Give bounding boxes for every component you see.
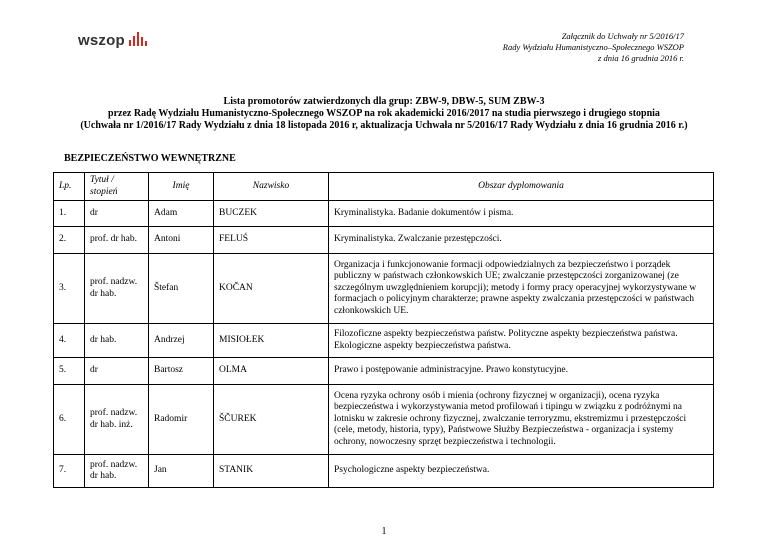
wszop-logo [78, 32, 147, 48]
page-number: 1 [381, 526, 387, 537]
cell-lp: 5. [54, 358, 85, 385]
table-row [54, 201, 714, 227]
cell-first-name: Radomir [149, 385, 214, 455]
cell-title: dr hab. [85, 324, 149, 358]
document-title [40, 96, 728, 132]
cell-title: prof. dr hab. [85, 227, 149, 254]
cell-lp: 3. [54, 254, 85, 324]
table-row [54, 385, 714, 455]
table-row [54, 227, 714, 254]
note-line: Rady Wydziału Humanistyczno–Społecznego WSZOP [502, 42, 684, 52]
cell-area: Prawo i postępowanie administracyjne. Prawo konstytucyjne. [329, 358, 714, 385]
cell-last-name: BUCZEK [214, 201, 329, 227]
cell-first-name: Bartosz [149, 358, 214, 385]
cell-area: Kryminalistyka. Zwalczanie przestępczości. [329, 227, 714, 254]
cell-title: dr [85, 358, 149, 385]
header-area: Obszar dyplomowania [329, 173, 714, 201]
note-line: z dnia 16 grudnia 2016 r. [598, 53, 684, 63]
header-title: Tytuł / stopień [85, 173, 149, 201]
cell-first-name: Štefan [149, 254, 214, 324]
cell-title: prof. nadzw. dr hab. [85, 455, 149, 488]
header-last-name: Nazwisko [214, 173, 329, 201]
cell-lp: 2. [54, 227, 85, 254]
cell-last-name: FELUŚ [214, 227, 329, 254]
cell-first-name: Andrzej [149, 324, 214, 358]
cell-area: Psychologiczne aspekty bezpieczeństwa. [329, 455, 714, 488]
title-line: przez Radę Wydziału Humanistyczno-Społecznego WSZOP na rok akademicki 2016/2017 na studia pierwszego i drugiego stopnia [108, 108, 660, 119]
table-row [54, 455, 714, 488]
title-line: (Uchwała nr 1/2016/17 Rady Wydziału z dnia 18 listopada 2016 r, aktualizacja Uchwała nr 5/2016/17 Rady Wydziału z dnia 16 grudnia 2016 r.) [80, 120, 688, 131]
cell-area: Ocena ryzyka ochrony osób i mienia (ochrony fizycznej w organizacji), ocena ryzyka bezpieczeństwa i wykorzystywania metod profilowań i tipingu w związku z podróżnymi na lotnisku w zakresie ochrony fizycznej, zwalczanie terroryzmu, ekstremizmu i przestępczości (cele, metody, historia, typy), Państwowe Służby Bezpieczeństwa - organizacja i systemy ochrony, nowoczesny sprzęt bezpieczeństwa i technologii. [329, 385, 714, 455]
header-first-name: Imię [149, 173, 214, 201]
cell-first-name: Adam [149, 201, 214, 227]
cell-area: Organizacja i funkcjonowanie formacji odpowiedzialnych za bezpieczeństwo i porządek publiczny w państwach członkowskich UE; zwalczanie przestępczości zorganizowanej (ze szczególnym uwzględnieniem korupcji); metody i formy pracy operacyjnej wykorzystywane w formacjach o policyjnym charakterze; prawne aspekty zwalczania przestępczości w państwach członkowskich UE. [329, 254, 714, 324]
cell-title: dr [85, 201, 149, 227]
supervisors-table [53, 172, 714, 488]
logo-bars-icon [127, 32, 147, 46]
logo-text: wszop [78, 32, 125, 49]
cell-area: Filozoficzne aspekty bezpieczeństwa państw. Polityczne aspekty bezpieczeństwa państwa. Ekologiczne aspekty bezpieczeństwa państwa. [329, 324, 714, 358]
cell-last-name: ŠČUREK [214, 385, 329, 455]
section-title: BEZPIECZEŃSTWO WEWNĘTRZNE [64, 153, 236, 164]
note-line: Załącznik do Uchwały nr 5/2016/17 [561, 31, 684, 41]
title-line: Lista promotorów zatwierdzonych dla grup: ZBW-9, DBW-5, SUM ZBW-3 [223, 96, 545, 107]
table-row [54, 324, 714, 358]
cell-first-name: Jan [149, 455, 214, 488]
attachment-note [384, 31, 684, 64]
cell-last-name: OLMA [214, 358, 329, 385]
header-lp: Lp. [54, 173, 85, 201]
table-row [54, 358, 714, 385]
cell-lp: 1. [54, 201, 85, 227]
cell-area: Kryminalistyka. Badanie dokumentów i pisma. [329, 201, 714, 227]
table-row [54, 254, 714, 324]
cell-last-name: STANIK [214, 455, 329, 488]
table-header-row [54, 173, 714, 201]
cell-last-name: KOČAN [214, 254, 329, 324]
cell-title: prof. nadzw. dr hab. inż. [85, 385, 149, 455]
cell-lp: 7. [54, 455, 85, 488]
cell-title: prof. nadzw. dr hab. [85, 254, 149, 324]
cell-lp: 4. [54, 324, 85, 358]
cell-last-name: MISIOŁEK [214, 324, 329, 358]
cell-first-name: Antoni [149, 227, 214, 254]
cell-lp: 6. [54, 385, 85, 455]
